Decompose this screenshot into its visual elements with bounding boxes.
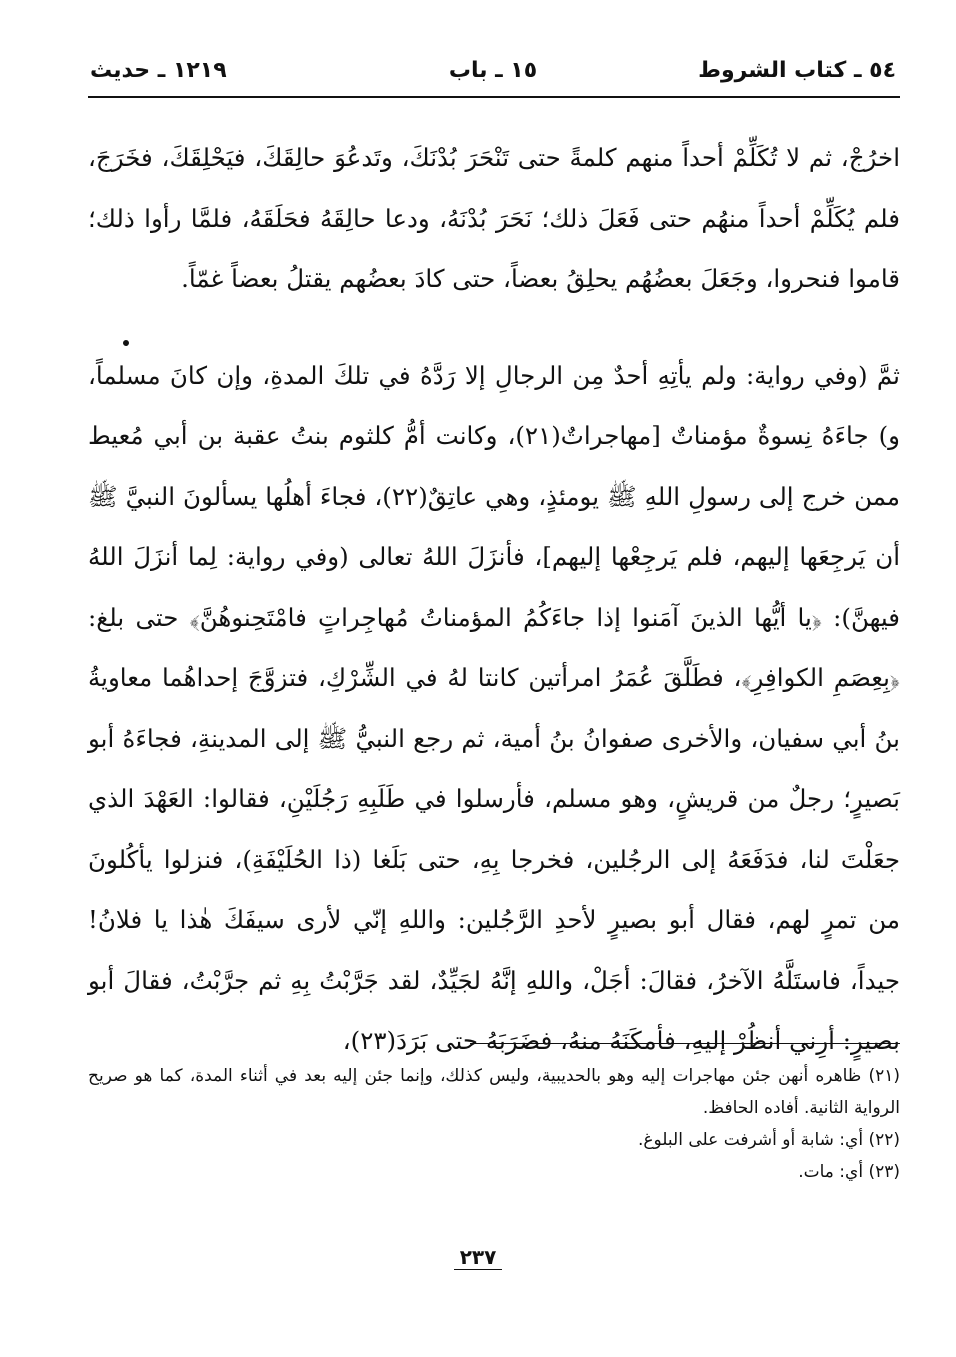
page-number: ٢٣٧ (454, 1245, 503, 1270)
paragraph: ثمَّ (وفي رواية: ولم يأتِهِ أحدٌ مِن الرجالِ إلا رَدَّهُ في تلكَ المدةِ، وإن كانَ مسلماً، و) جاءَهُ نِسوةٌ مؤمناتٌ [مهاجراتٌ(٢١)، وكانت أمُّ كلثوم بنتُ عقبة بن أبي مُعيط ممن خرج إلى رسولِ اللهِ ﷺ يومئذٍ، وهي عاتِقٌ(٢٢)، فجاءَ أهلُها يسألونَ النبيَّ ﷺ أن يَرجِعَها إليهم، فلم يَرجِعْها إليهم]، فأنزَلَ اللهُ تعالى (وفي رواية: لِما أنزَلَ اللهُ فيهنَّ): ﴿يا أيُّها الذينَ آمَنوا إذا جاءَكُمُ المؤمناتُ مُهاجِراتٍ فامْتَحِنوهُنَّ﴾ حتى بلغ: ﴿بِعِصَمِ الكوافِرِ﴾، فطَلَّقَ عُمَرُ امرأتين كانتا لهُ في الشِّرْكِ، فتزوَّجَ إحداهُما معاويةُ بنُ أبي سفيان، والأخرى صفوانُ بنُ أمية، ثم رجع النبيُّ ﷺ إلى المدينةِ، فجاءَهُ أبو بَصيرٍ؛ رجلٌ من قريشٍ، وهو مسلم، فأرسلوا في طَلَبِهِ رَجُلَيْنِ، فقالوا: العَهْدَ الذي جعَلْتَ لنا، فدَفَعَهُ إلى الرجُلين، فخرجا بِهِ، حتى بَلَغا (ذا الحُلَيْفَةِ)، فنزلوا يأكُلونَ من تمرٍ لهم، فقال أبو بصيرٍ لأحدِ الرَّجُلين: واللهِ إنّي لأرى سيفَكَ هٰذا يا فلانُ! جيداً، فاستَلَّهُ الآخرُ، فقالَ: أجَلْ، واللهِ إنَّهُ لجَيِّدٌ، لقد جَرَّبْتُ بِهِ ثم جرَّبْتُ، فقالَ أبو بصيرٍ: أرِني أنظُرْ إليهِ، فأمكَنَهُ منهُ، فضَرَبَهُ حتى بَرَدَ(٢٣)، (88, 360, 901, 1055)
footnotes (88, 1060, 900, 1188)
header-chapter: ٥٤ ـ كتاب الشروط (698, 58, 896, 83)
paragraph: اخرُجْ، ثم لا تُكَلِّمْ أحداً منهم كلمةً حتى تَنْحَرَ بُدْنَكَ، وتَدعُوَ حالِقَكَ، فيَحْلِقَكَ، فخَرَجَ، فلم يُكَلِّمْ أحداً منهُم حتى فَعَلَ ذلك؛ نَحَرَ بُدْنَهُ، ودعا حالِقَهُ فحَلَقَهُ، فلمَّا رأوا ذلك؛ قاموا فنحروا، وجَعَلَ بعضُهُم يحلِقُ بعضاً، حتى كادَ بعضُهم يقتلُ بعضاً غمّاً. (88, 143, 900, 293)
footnote-21: (٢١) ظاهره أنهن جئن مهاجرات إليه وهو بالحديبية، وليس كذلك، وإنما جئن إليه بعد في أثناء المدة، كما هو صريح الرواية الثانية. أفاده الحافظ. (88, 1066, 900, 1118)
main-text (88, 128, 900, 1072)
header-divider (88, 96, 900, 98)
header-section: ١٥ ـ باب (448, 58, 538, 83)
margin-dot-mark (123, 340, 129, 346)
footnote-divider (470, 1043, 900, 1044)
running-header (90, 54, 896, 94)
footnote-23: (٢٣) أي: مات. (798, 1162, 900, 1182)
page-number-container (0, 1245, 956, 1269)
footnote-22: (٢٢) أي: شابة أو أشرفت على البلوغ. (637, 1130, 900, 1150)
header-hadith-number: ١٢١٩ ـ حديث (90, 58, 227, 83)
